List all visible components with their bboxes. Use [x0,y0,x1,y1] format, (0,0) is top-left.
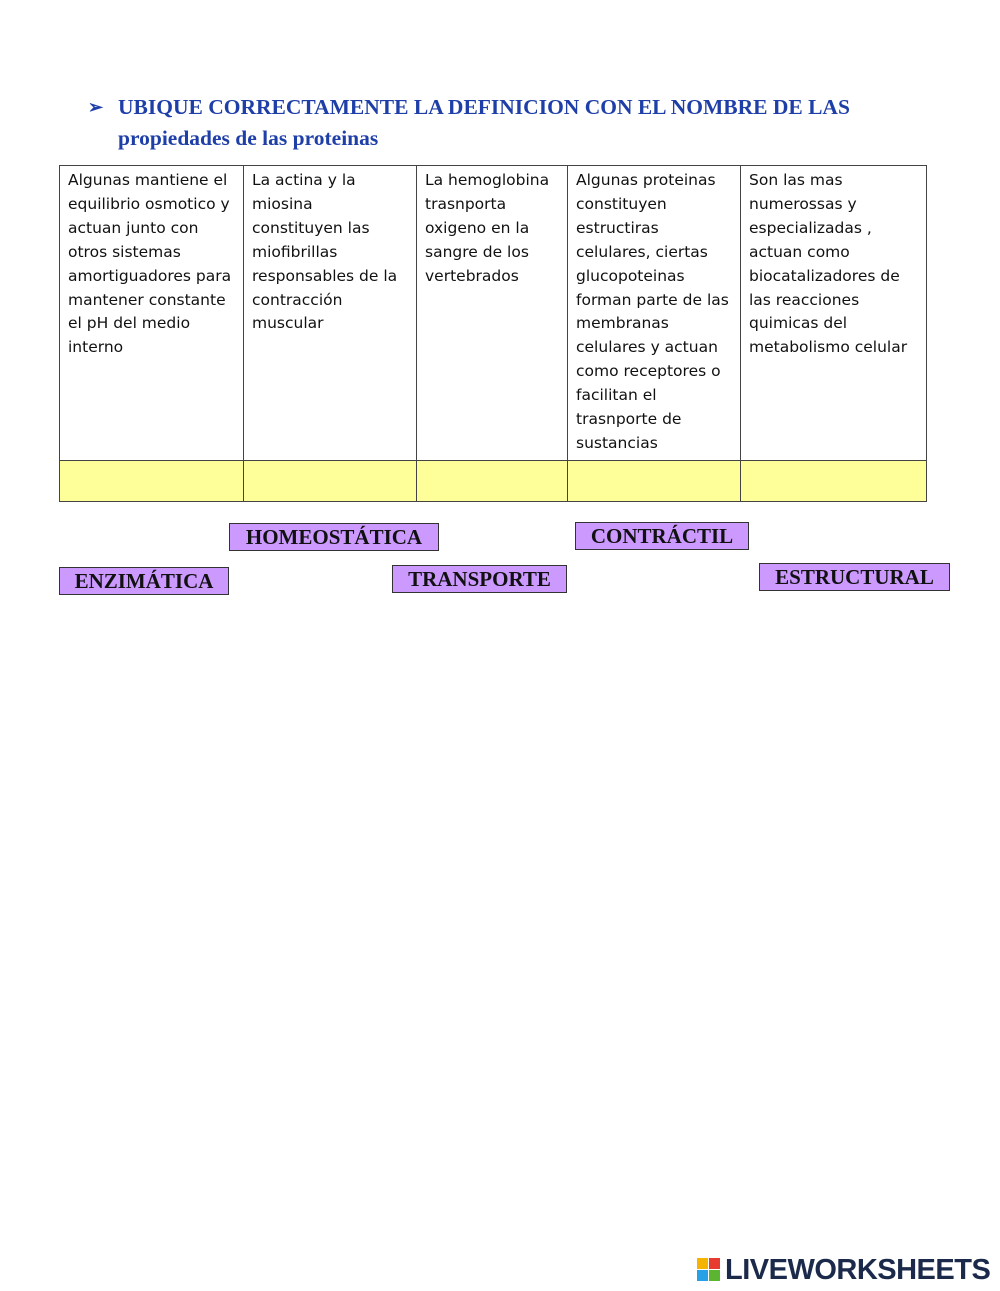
definitions-table [59,165,927,502]
arrow-bullet-icon: ➢ [88,97,104,117]
answer-drop-zone[interactable] [60,460,244,501]
word-transporte[interactable]: TRANSPORTE [392,565,567,593]
answer-drop-zone[interactable] [244,460,417,501]
definitions-row [60,166,927,461]
liveworksheets-logo [697,1252,990,1288]
definition-cell: La hemoglobina trasnporta oxigeno en la sangre de los vertebrados [417,166,568,461]
answer-drop-zone[interactable] [568,460,741,501]
definition-cell: La actina y la miosina constituyen las miofibrillas responsables de la contracción muscular [244,166,417,461]
definition-cell: Son las mas numerossas y especializadas , actuan como biocatalizadores de las reacciones quimicas del metabolismo celular [741,166,927,461]
instruction [88,92,928,154]
definition-cell: Algunas mantiene el equilibrio osmotico y actuan junto con otros sistemas amortiguadores para mantener constante el pH del medio interno [60,166,244,461]
word-contractil[interactable]: CONTRÁCTIL [575,522,749,550]
answer-drop-zone[interactable] [741,460,927,501]
liveworksheets-wordmark: LIVEWORKSHEETS [725,1253,991,1286]
liveworksheets-logo-icon [697,1258,721,1282]
instruction-text: UBIQUE CORRECTAMENTE LA DEFINICION CON EL NOMBRE DE LAS propiedades de las proteinas [118,95,850,150]
definition-cell: Algunas proteinas constituyen estructiras celulares, ciertas glucopoteinas forman parte de las membranas celulares y actuan como receptores o facilitan el trasnporte de sustancias [568,166,741,461]
word-enzimatica[interactable]: ENZIMÁTICA [59,567,229,595]
word-homeostatica[interactable]: HOMEOSTÁTICA [229,523,439,551]
answer-drop-zone[interactable] [417,460,568,501]
word-estructural[interactable]: ESTRUCTURAL [759,563,950,591]
answers-row [60,460,927,501]
